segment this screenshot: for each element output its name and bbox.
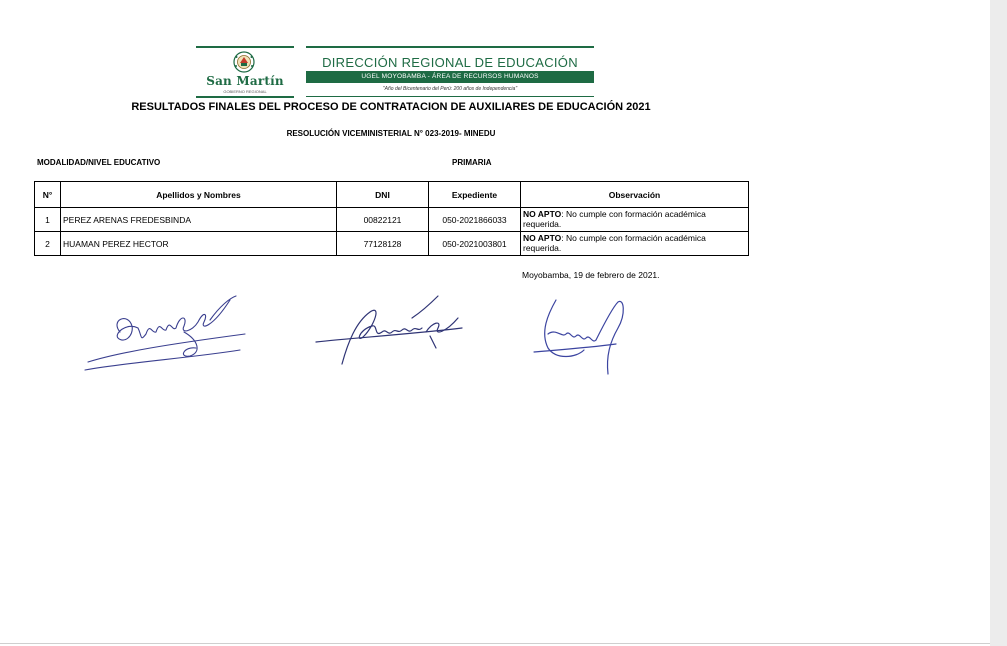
modalidad-label: MODALIDAD/NIVEL EDUCATIVO xyxy=(37,158,161,167)
col-header-expediente: Expediente xyxy=(429,182,521,208)
header-rule-bottom xyxy=(306,96,594,97)
col-header-name: Apellidos y Nombres xyxy=(61,182,337,208)
logo-rule-top xyxy=(196,46,294,48)
cell-number: 2 xyxy=(35,232,61,256)
table-header-row xyxy=(35,182,749,208)
table-row xyxy=(35,208,749,232)
scrollbar-track[interactable] xyxy=(990,0,1007,646)
org-subtitle: GOBIERNO REGIONAL xyxy=(223,89,267,94)
col-header-number: N° xyxy=(35,182,61,208)
cell-observacion xyxy=(521,232,749,256)
org-logo xyxy=(196,46,294,98)
signature-2 xyxy=(312,292,467,372)
status-label: NO APTO xyxy=(523,209,562,219)
coat-of-arms-icon xyxy=(233,51,255,73)
document-title: RESULTADOS FINALES DEL PROCESO DE CONTRATACION DE AUXILIARES DE EDUCACIÓN 2021 xyxy=(131,101,651,113)
cell-name: PEREZ ARENAS FREDESBINDA xyxy=(61,208,337,232)
cell-dni: 77128128 xyxy=(337,232,429,256)
place-and-date: Moyobamba, 19 de febrero de 2021. xyxy=(522,270,660,280)
status-note: : No cumple con formación académica requerida. xyxy=(523,209,706,229)
col-header-dni: DNI xyxy=(337,182,429,208)
table-row xyxy=(35,232,749,256)
status-note: : No cumple con formación académica requerida. xyxy=(523,233,706,253)
institution-title: DIRECCIÓN REGIONAL DE EDUCACIÓN xyxy=(322,55,578,70)
page-edge xyxy=(0,643,990,644)
logo-rule-bottom xyxy=(196,96,294,98)
cell-expediente: 050-2021866033 xyxy=(429,208,521,232)
institution-header xyxy=(306,46,594,98)
institution-band: UGEL MOYOBAMBA - ÁREA DE RECURSOS HUMANOS xyxy=(306,71,594,83)
header-rule-top xyxy=(306,46,594,48)
signature-3 xyxy=(526,294,636,376)
cell-name: HUAMAN PEREZ HECTOR xyxy=(61,232,337,256)
results-table xyxy=(34,181,749,256)
cell-observacion xyxy=(521,208,749,232)
signature-1 xyxy=(80,292,250,377)
col-header-observacion: Observación xyxy=(521,182,749,208)
cell-dni: 00822121 xyxy=(337,208,429,232)
resolution-reference: RESOLUCIÓN VICEMINISTERIAL N° 023-2019- MINEDU xyxy=(286,129,496,138)
cell-number: 1 xyxy=(35,208,61,232)
modalidad-value: PRIMARIA xyxy=(452,158,492,167)
status-label: NO APTO xyxy=(523,233,562,243)
cell-expediente: 050-2021003801 xyxy=(429,232,521,256)
year-slogan: "Año del Bicentenario del Perú: 200 años de Independencia" xyxy=(382,86,518,92)
org-brand-name: San Martín xyxy=(206,74,284,88)
